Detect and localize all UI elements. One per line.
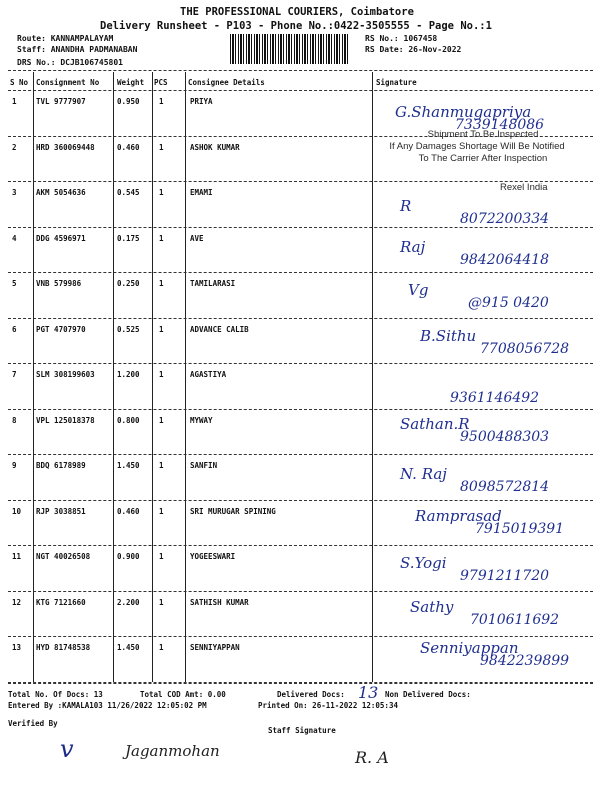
staff-label: Staff: ANANDHA PADMANABAN xyxy=(17,45,138,54)
row-consignment-no: RJP 3038851 xyxy=(36,506,86,516)
row-weight: 0.950 xyxy=(117,97,140,106)
row-phone-handwritten: @915 0420 xyxy=(468,295,549,311)
row-sno: 13 xyxy=(12,643,22,652)
row-weight: 0.250 xyxy=(117,279,140,288)
stamp-company: Rexel India xyxy=(500,182,548,193)
row-divider xyxy=(8,227,593,228)
row-divider xyxy=(8,454,593,455)
row-consignment-no: SLM 308199603 xyxy=(36,370,95,379)
row-weight: 0.545 xyxy=(117,188,140,197)
row-consignment-no: VPL 125018378 xyxy=(36,415,95,425)
row-weight: 1.450 xyxy=(117,643,140,652)
row-consignee: TAMILARASI xyxy=(190,279,236,288)
row-phone-handwritten: 7339148086 xyxy=(455,117,545,133)
row-phone-handwritten: 7010611692 xyxy=(470,611,560,628)
row-weight: 0.800 xyxy=(117,415,140,425)
row-signature-handwritten: Senniyappan xyxy=(420,639,519,657)
row-pcs: 1 xyxy=(159,461,164,470)
row-pcs: 1 xyxy=(159,188,164,197)
row-signature-handwritten: Ramprasad xyxy=(415,506,502,525)
delivered-count-handwritten: 13 xyxy=(358,683,379,702)
barcode xyxy=(230,34,350,64)
header-rule xyxy=(8,90,593,91)
col-header-weight: Weight xyxy=(117,78,145,87)
row-divider xyxy=(8,409,593,410)
entered-by: Entered By :KAMALA103 11/26/2022 12:05:02 PM xyxy=(8,701,207,710)
drs-number: DRS No.: DCJB106745801 xyxy=(17,58,123,67)
total-cod: Total COD Amt: 0.00 xyxy=(140,690,226,699)
row-phone-handwritten: 8098572814 xyxy=(460,479,550,495)
row-consignee: SENNIYAPPAN xyxy=(190,643,240,652)
row-consignee: MYWAY xyxy=(190,415,213,425)
col-header-consignment: Consignment No xyxy=(36,78,100,87)
row-phone-handwritten: 9842239899 xyxy=(480,653,570,669)
row-signature-handwritten: N. Raj xyxy=(400,465,447,483)
row-phone-handwritten: 9500488303 xyxy=(460,428,550,445)
col-header-details: Consignee Details xyxy=(188,78,265,87)
row-phone-handwritten: 9791211720 xyxy=(460,568,550,584)
row-signature-handwritten: Vg xyxy=(408,281,429,299)
row-sno: 12 xyxy=(12,597,22,607)
runsheet-title: Delivery Runsheet - P103 - Phone No.:0422-3505555 - Page No.:1 xyxy=(100,20,492,32)
row-consignee: AGASTIYA xyxy=(190,370,227,379)
row-pcs: 1 xyxy=(159,506,164,516)
col-header-sno: S No xyxy=(10,78,29,87)
row-weight: 1.200 xyxy=(117,370,140,379)
company-title: THE PROFESSIONAL COURIERS, Coimbatore xyxy=(180,6,414,18)
row-pcs: 1 xyxy=(159,324,164,334)
row-sno: 5 xyxy=(12,279,17,288)
row-phone-handwritten: 7708056728 xyxy=(480,340,570,357)
row-divider xyxy=(8,363,593,364)
row-consignment-no: VNB 579986 xyxy=(36,279,82,288)
rs-date: RS Date: 26-Nov-2022 xyxy=(365,45,462,54)
row-sno: 8 xyxy=(12,415,17,425)
table-top-rule xyxy=(8,70,593,71)
row-consignee: SATHISH KUMAR xyxy=(190,597,249,607)
row-pcs: 1 xyxy=(159,415,164,425)
row-consignment-no: HYD 81748538 xyxy=(36,643,91,652)
row-weight: 0.175 xyxy=(117,233,140,243)
row-consignment-no: TVL 9777907 xyxy=(36,97,86,106)
staff-signature-label: Staff Signature xyxy=(268,726,336,735)
row-sno: 11 xyxy=(12,552,22,561)
row-consignment-no: AKM 5054636 xyxy=(36,188,86,197)
delivered-docs: Delivered Docs: xyxy=(277,690,345,699)
row-consignee: YOGEESWARI xyxy=(190,552,236,561)
row-pcs: 1 xyxy=(159,142,164,152)
row-weight: 2.200 xyxy=(117,597,140,607)
row-phone-handwritten: 9842064418 xyxy=(460,251,550,268)
row-pcs: 1 xyxy=(159,233,164,243)
row-phone-handwritten: 7915019391 xyxy=(475,520,565,537)
row-sno: 7 xyxy=(12,370,17,379)
footer-rule xyxy=(8,683,593,684)
row-pcs: 1 xyxy=(159,279,164,288)
inspection-stamp-line2: If Any Damages Shortage Will Be Notified xyxy=(389,141,565,152)
col-header-pcs: PCS xyxy=(154,78,168,87)
rs-number: RS No.: 1067458 xyxy=(365,34,438,43)
row-pcs: 1 xyxy=(159,370,164,379)
row-phone-handwritten: 9361146492 xyxy=(450,390,540,406)
row-signature-handwritten: Sathan.R xyxy=(400,414,470,433)
row-divider xyxy=(8,545,593,546)
row-weight: 0.900 xyxy=(117,552,140,561)
printed-on: Printed On: 26-11-2022 12:05:34 xyxy=(258,701,398,710)
row-consignment-no: DDG 4596971 xyxy=(36,233,86,243)
row-signature-handwritten: B.Sithu xyxy=(420,326,477,345)
row-pcs: 1 xyxy=(159,643,164,652)
row-weight: 0.460 xyxy=(117,506,140,516)
inspection-stamp-line3: To The Carrier After Inspection xyxy=(418,153,548,164)
total-docs: Total No. Of Docs: 13 xyxy=(8,690,103,699)
row-consignment-no: BDQ 6178989 xyxy=(36,461,86,470)
row-consignee: EMAMI xyxy=(190,188,213,197)
row-weight: 0.525 xyxy=(117,324,140,334)
inspection-stamp-line1: Shipment To Be Inspected xyxy=(427,129,539,140)
row-divider xyxy=(8,500,593,501)
row-sno: 2 xyxy=(12,142,17,152)
row-sno: 9 xyxy=(12,461,17,470)
verifier-initial-handwritten: v xyxy=(60,735,74,763)
row-sno: 6 xyxy=(12,324,17,334)
row-consignee: AVE xyxy=(190,233,204,243)
row-weight: 0.460 xyxy=(117,142,140,152)
row-consignee: SANFIN xyxy=(190,461,218,470)
staff-signature-handwritten: R. A xyxy=(355,748,389,767)
row-consignment-no: KTG 7121660 xyxy=(36,597,86,607)
row-signature-handwritten: R xyxy=(400,197,412,215)
row-pcs: 1 xyxy=(159,597,164,607)
row-divider xyxy=(8,318,593,319)
row-phone-handwritten: 8072200334 xyxy=(460,211,550,227)
row-pcs: 1 xyxy=(159,97,164,106)
verifier-signature-handwritten: Jaganmohan xyxy=(125,742,220,760)
row-divider xyxy=(8,636,593,637)
row-weight: 1.450 xyxy=(117,461,140,470)
row-divider xyxy=(8,272,593,273)
row-divider xyxy=(8,591,593,592)
row-pcs: 1 xyxy=(159,552,164,561)
verified-by-label: Verified By xyxy=(8,719,58,728)
row-consignment-no: PGT 4707970 xyxy=(36,324,86,334)
row-signature-handwritten: G.Shanmugapriya xyxy=(395,103,532,121)
row-signature-handwritten: Sathy xyxy=(410,597,454,616)
row-consignee: SRI MURUGAR SPINING xyxy=(190,506,276,516)
non-delivered-docs: Non Delivered Docs: xyxy=(385,690,471,699)
row-consignee: ASHOK KUMAR xyxy=(190,142,240,152)
row-consignee: PRIYA xyxy=(190,97,213,106)
row-consignment-no: HRD 360069448 xyxy=(36,142,95,152)
col-header-signature: Signature xyxy=(376,78,417,87)
row-sno: 1 xyxy=(12,97,17,106)
row-sno: 4 xyxy=(12,233,17,243)
row-consignee: ADVANCE CALIB xyxy=(190,324,249,334)
route-label: Route: KANNAMPALAYAM xyxy=(17,34,114,43)
row-signature-handwritten: Raj xyxy=(400,237,426,256)
row-consignment-no: NGT 40026508 xyxy=(36,552,91,561)
row-sno: 3 xyxy=(12,188,17,197)
row-sno: 10 xyxy=(12,506,22,516)
row-signature-handwritten: S.Yogi xyxy=(400,554,447,572)
